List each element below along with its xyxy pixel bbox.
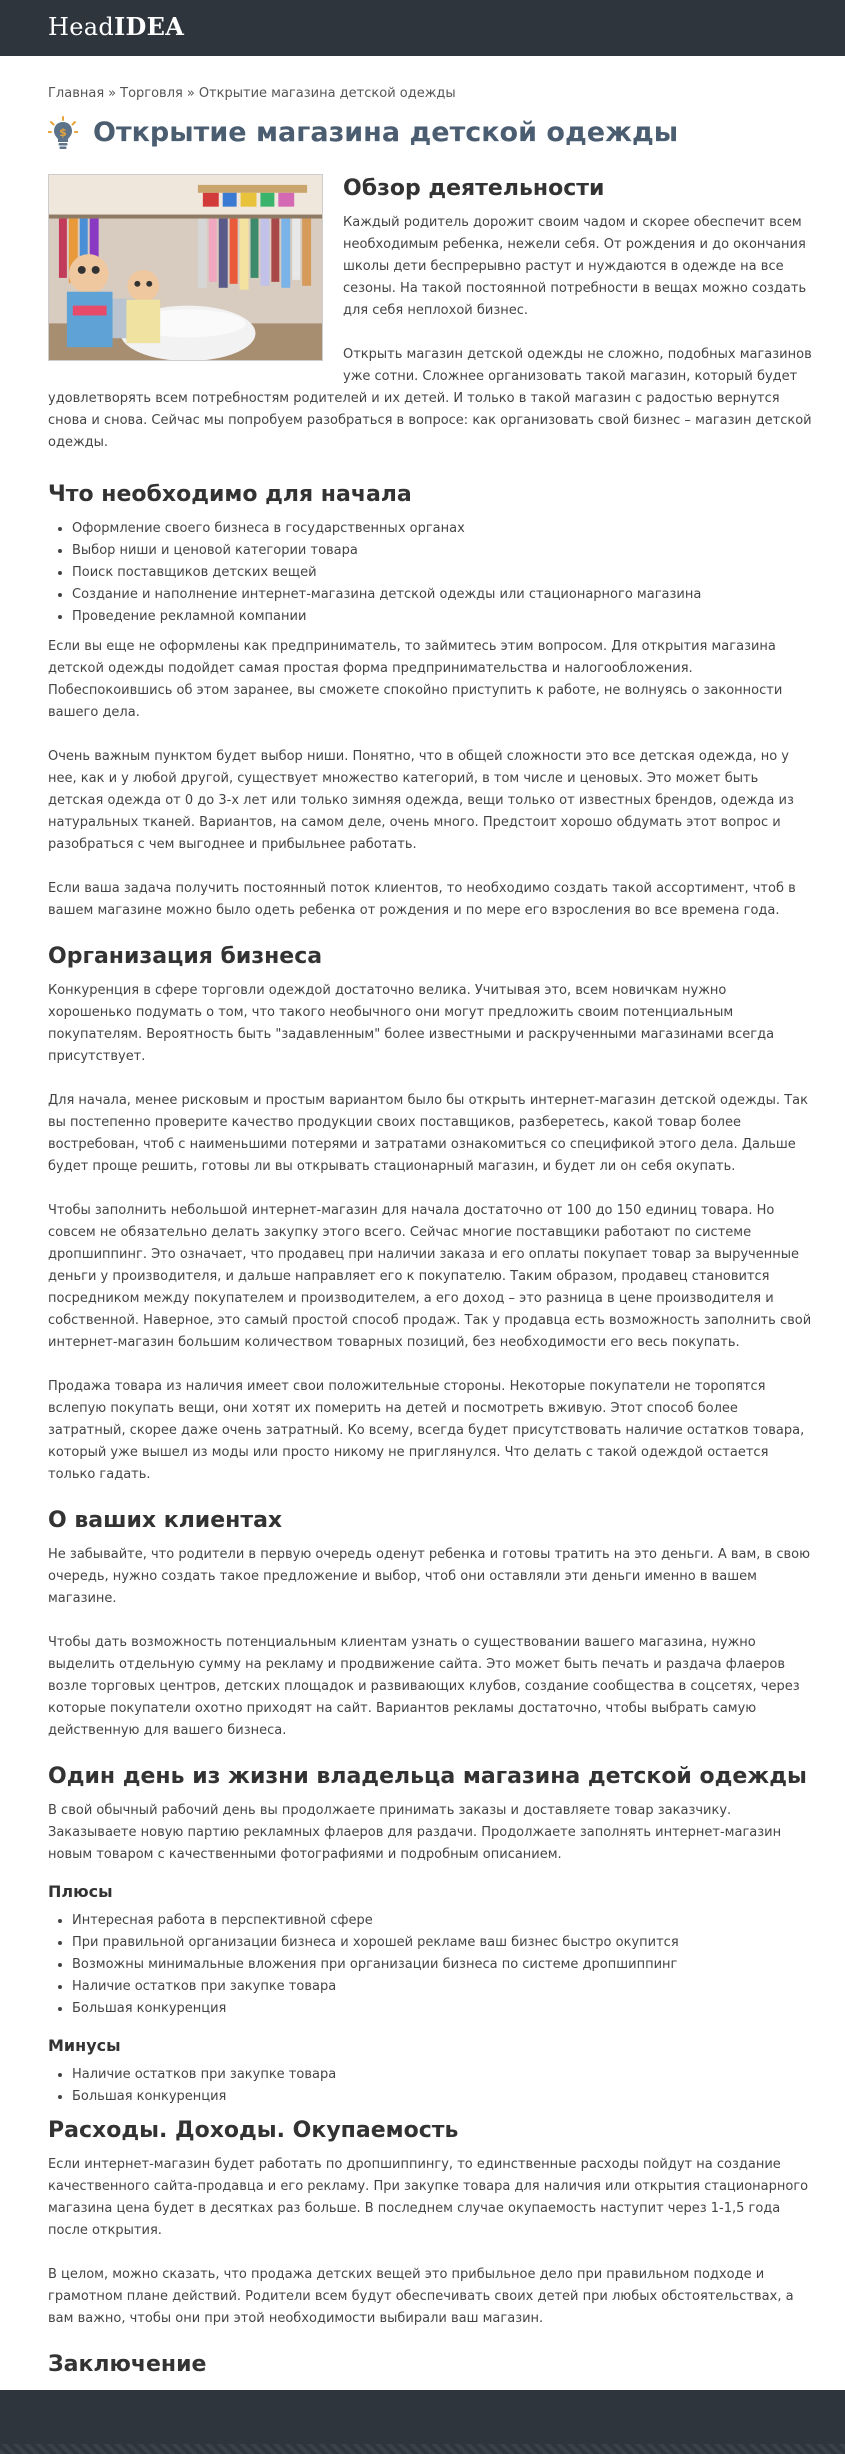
paragraph: Если ваша задача получить постоянный поток клиентов, то необходимо создать такой ассортимент, чтоб в вашем магазине можно было одеть ребенка от рождения и по мере его взросления во все времена года. [48, 881, 796, 918]
section-heading-clients: О ваших клиентах [48, 1508, 283, 1533]
footer-pattern [0, 2444, 845, 2454]
list-item: • Интересная работа в перспективной сфере [72, 1910, 814, 1932]
paragraph: Для начала, менее рисковым и простым вариантом было бы открыть интернет-магазин детской одежды. Так вы постепенно проверите качество продукции своих поставщиков, разберетесь, какой товар более востребован, чтоб с наименьшими потерями и затратами ознакомиться со спецификой этого дела. Дальше будет проще решить, готовы ли вы открывать стационарный магазин, и будет ли он себя окупать. [48, 1093, 808, 1174]
paragraph: Каждый родитель дорожит своим чадом и скорее обеспечит всем необходимым ребенка, нежели себя. От рождения и до окончания школы дети беспрерывно растут и нуждаются в одежде на все сезоны. На такой постоянной потребности в вещах можно создать для себя неплохой бизнес. [343, 215, 807, 318]
start-list [48, 518, 814, 628]
list-item: • Наличие остатков при закупке товара [72, 1976, 814, 1998]
logo-text-idea: IDEA [114, 12, 185, 41]
list-item: • Возможны минимальные вложения при организации бизнеса по системе дропшиппинг [72, 1954, 814, 1976]
section-heading-finance: Расходы. Доходы. Окупаемость [48, 2118, 459, 2143]
breadcrumb-separator: » [186, 86, 195, 101]
overview-section [48, 174, 814, 460]
paragraph: В целом, можно сказать, что продажа детских вещей это прибыльное дело при правильном подходе и грамотном плане действий. Родители всем будут обеспечивать своих детей при любых обстоятельствах, а вам важно, чтобы они при этой необходимости выбирали ваш магазин. [48, 2267, 794, 2326]
pros-list [48, 1910, 814, 2020]
cons-list [48, 2064, 814, 2108]
pros-heading: Плюсы [48, 1882, 113, 1901]
list-item: • При правильной организации бизнеса и хорошей рекламе ваш бизнес быстро окупится [72, 1932, 814, 1954]
section-heading-conclusion: Заключение [48, 2352, 207, 2377]
paragraph: Продажа товара из наличия имеет свои положительные стороны. Некоторые покупатели не торопятся вслепую покупать вещи, они хотят их померить на детей и посмотреть вживую. Этот способ более затратный, скорее даже очень затратный. Ко всему, всегда будет присутствовать наличие остатков товара, который уже вышел из моды или просто никому не приглянулся. Что делать с такой одеждой остается только гадать. [48, 1379, 805, 1482]
paragraph: Чтобы заполнить небольшой интернет-магазин для начала достаточно от 100 до 150 единиц товара. Но совсем не обязательно делать закупку этого всего. Сейчас многие поставщики работают по системе дропшиппинг. Это означает, что продавец при наличии заказа и его оплаты покупает товар за вырученные деньги у производителя, и дальше направляет его к покупателю. Таким образом, продавец становится посредником между покупателем и производителем, а его доход – это разница в цене производителя и собственной. Наверное, это самый простой способ продаж. Так у продавца есть возможность заполнить свой интернет-магазин большим количеством товарных позиций, без необходимости его весь покупать. [48, 1203, 812, 1350]
list-item: • Большая конкуренция [72, 1998, 814, 2020]
section-heading-overview: Обзор деятельности [343, 176, 605, 201]
list-item: • Проведение рекламной компании [72, 606, 814, 628]
store-photo [48, 174, 323, 361]
breadcrumb-separator: » [108, 86, 117, 101]
list-item: • Большая конкуренция [72, 2086, 814, 2108]
svg-text:$: $ [59, 126, 67, 139]
section-heading-start: Что необходимо для начала [48, 482, 412, 507]
lightbulb-dollar-icon [48, 116, 78, 150]
list-item: • Выбор ниши и ценовой категории товара [72, 540, 814, 562]
cons-heading: Минусы [48, 2036, 121, 2055]
section-heading-org: Организация бизнеса [48, 944, 323, 969]
paragraph: Чтобы дать возможность потенциальным клиентам узнать о существовании вашего магазина, нужно выделить отдельную сумму на рекламу и продвижение сайта. Это может быть печать и раздача флаеров возле торговых центров, детских площадок и развивающих клубов, создание сообщества в соцсетях, через которые покупатели охотно приходят на сайт. Вариантов рекламы достаточно, чтобы выбрать самую действенную для вашего бизнеса. [48, 1635, 800, 1738]
page-body [0, 56, 845, 2390]
page-title: Открытие магазина детской одежды [93, 117, 679, 148]
list-item: • Создание и наполнение интернет-магазина детской одежды или стационарного магазина [72, 584, 814, 606]
list-item: • Поиск поставщиков детских вещей [72, 562, 814, 584]
paragraph: Очень важным пунктом будет выбор ниши. Понятно, что в общей сложности это все детская одежда, но у нее, как и у любой другой, существует множество категорий, в том числе и ценовых. Это может быть детская одежда от 0 до 3-х лет или только зимняя одежда, вещи только от известных брендов, одежда из натуральных тканей. Вариантов, на самом деле, очень много. Предстоит хорошо обдумать этот вопрос и разобраться с чем выгоднее и прибыльнее работать. [48, 749, 794, 852]
paragraph: Если интернет-магазин будет работать по дропшиппингу, то единственные расходы пойдут на создание качественного сайта-продавца и его рекламу. При закупке товара для наличия или открытия стационарного магазина цена будет в десятках раз больше. В последнем случае окупаемость наступит через 1-1,5 года после открытия. [48, 2157, 809, 2238]
list-item: • Оформление своего бизнеса в государственных органах [72, 518, 814, 540]
list-item: • Наличие остатков при закупке товара [72, 2064, 814, 2086]
paragraph: Не забывайте, что родители в первую очередь оденут ребенка и готовы тратить на это деньги. А вам, в свою очередь, нужно создать такое предложение и выбор, чтоб они оставляли эти деньги именно в вашем магазине. [48, 1547, 811, 1606]
paragraph: Конкуренция в сфере торговли одеждой достаточно велика. Учитывая это, всем новичкам нужно хорошенько подумать о том, что такого необычного они могут предложить своим потенциальным покупателям. Вероятность быть "задавленным" более известными и раскрученными магазинами всегда присутствует. [48, 983, 775, 1064]
paragraph: В свой обычный рабочий день вы продолжаете принимать заказы и доставляете товар заказчику. Заказываете новую партию рекламных флаеров для раздачи. Продолжаете заполнять интернет-магазин новым товаром с качественными фотографиями и подробным описанием. [48, 1803, 782, 1862]
paragraph: Если вы еще не оформлены как предприниматель, то займитесь этим вопросом. Для открытия магазина детской одежды подойдет самая простая форма предпринимательства и налогообложения. Побеспокоившись об этом заранее, вы сможете спокойно приступить к работе, не волнуясь о законности вашего дела. [48, 639, 783, 720]
breadcrumb [48, 84, 814, 104]
title-row [48, 114, 814, 156]
section-heading-day: Один день из жизни владельца магазина детской одежды [48, 1764, 807, 1789]
breadcrumb-current: Открытие магазина детской одежды [198, 86, 456, 101]
logo-text-head: Head [48, 13, 115, 41]
breadcrumb-category[interactable]: Торговля [120, 86, 183, 101]
footer [0, 2390, 845, 2454]
paragraph: Открыть магазин детской одежды не сложно, подобных магазинов уже сотни. Сложнее организовать такой магазин, который будет удовлетворять всем потребностям родителей и их детей. И только в такой магазин с радостью вернутся снова и снова. Сейчас мы попробуем разобраться в вопросе: как организовать свой бизнес – магазин детской одежды. [48, 347, 812, 450]
site-logo[interactable] [48, 12, 184, 42]
top-header [0, 0, 845, 56]
article [48, 84, 814, 2454]
breadcrumb-home[interactable]: Главная [48, 86, 105, 101]
